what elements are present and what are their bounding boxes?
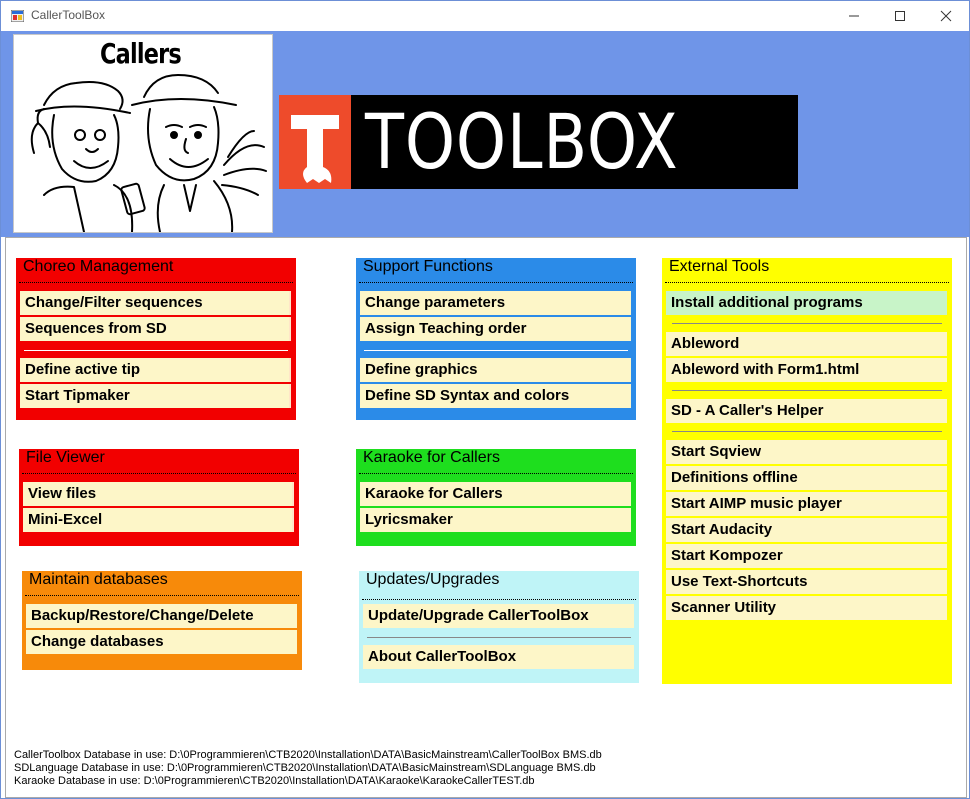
divider: [22, 473, 296, 474]
logo-letter-box: [279, 95, 351, 189]
start-aimp-button[interactable]: Start AIMP music player: [666, 492, 947, 516]
ableword-button[interactable]: Ableword: [666, 332, 947, 356]
sdlanguage-db-status: SDLanguage Database in use: D:\0Programmieren\CTB2020\Installation\DATA\BasicMainstream\SDLanguage BMS.db: [14, 762, 596, 774]
update-upgrade-button[interactable]: Update/Upgrade CallerToolBox: [363, 604, 634, 628]
group-title: External Tools: [669, 258, 770, 275]
start-sqview-button[interactable]: Start Sqview: [666, 440, 947, 464]
start-audacity-button[interactable]: Start Audacity: [666, 518, 947, 542]
logo-text: TOOLBOX: [365, 97, 679, 186]
maximize-button[interactable]: [877, 1, 923, 31]
change-filter-sequences-button[interactable]: Change/Filter sequences: [20, 291, 291, 315]
install-additional-programs-button[interactable]: Install additional programs: [666, 291, 947, 315]
close-icon: [940, 10, 952, 22]
karaoke-for-callers-button[interactable]: Karaoke for Callers: [360, 482, 631, 506]
divider: [359, 282, 633, 283]
callers-image: [13, 34, 273, 233]
define-active-tip-button[interactable]: Define active tip: [20, 358, 291, 382]
title-bar[interactable]: [1, 1, 969, 31]
group-external-tools: [662, 258, 952, 684]
group-file-viewer: [19, 449, 299, 546]
change-databases-button[interactable]: Change databases: [26, 630, 297, 654]
lyricsmaker-button[interactable]: Lyricsmaker: [360, 508, 631, 532]
window-title: CallerToolBox: [31, 8, 106, 22]
start-tipmaker-button[interactable]: Start Tipmaker: [20, 384, 291, 408]
divider: [672, 431, 942, 432]
divider: [364, 350, 628, 351]
group-title: Karaoke for Callers: [363, 449, 500, 466]
divider: [24, 350, 288, 351]
karaoke-db-status: Karaoke Database in use: D:\0Programmieren\CTB2020\Installation\DATA\Karaoke\KaraokeCallerTEST.db: [14, 775, 535, 787]
change-parameters-button[interactable]: Change parameters: [360, 291, 631, 315]
app-icon: [11, 10, 24, 22]
callers-title: Callers: [100, 37, 181, 70]
callers-illustration: [14, 35, 272, 232]
assign-teaching-order-button[interactable]: Assign Teaching order: [360, 317, 631, 341]
group-title: Maintain databases: [29, 571, 168, 588]
ableword-form1-button[interactable]: Ableword with Form1.html: [666, 358, 947, 382]
divider: [672, 323, 942, 324]
main-panel: [5, 237, 967, 798]
use-text-shortcuts-button[interactable]: Use Text-Shortcuts: [666, 570, 947, 594]
header-banner: [1, 31, 969, 237]
hammer-wrench-icon: [279, 95, 351, 189]
about-button[interactable]: About CallerToolBox: [363, 645, 634, 669]
view-files-button[interactable]: View files: [23, 482, 294, 506]
group-karaoke: [356, 449, 636, 546]
callertoolbox-db-status: CallerToolbox Database in use: D:\0Programmieren\CTB2020\Installation\DATA\BasicMainstream\CallerToolBox BMS.db: [14, 749, 602, 761]
sd-callers-helper-button[interactable]: SD - A Caller's Helper: [666, 399, 947, 423]
divider: [362, 599, 636, 600]
definitions-offline-button[interactable]: Definitions offline: [666, 466, 947, 490]
group-maintain-databases: [22, 571, 302, 670]
group-choreo-management: [16, 258, 296, 420]
minimize-icon: [848, 10, 860, 22]
divider: [665, 282, 949, 283]
minimize-button[interactable]: [831, 1, 877, 31]
start-kompozer-button[interactable]: Start Kompozer: [666, 544, 947, 568]
sequences-from-sd-button[interactable]: Sequences from SD: [20, 317, 291, 341]
maximize-icon: [894, 10, 906, 22]
divider: [359, 473, 633, 474]
divider: [367, 637, 631, 638]
group-title: File Viewer: [26, 449, 105, 466]
define-graphics-button[interactable]: Define graphics: [360, 358, 631, 382]
divider: [672, 390, 942, 391]
mini-excel-button[interactable]: Mini-Excel: [23, 508, 294, 532]
close-button[interactable]: [923, 1, 969, 31]
scanner-utility-button[interactable]: Scanner Utility: [666, 596, 947, 620]
group-title: Support Functions: [363, 258, 493, 275]
define-sd-syntax-button[interactable]: Define SD Syntax and colors: [360, 384, 631, 408]
toolbox-logo: [279, 95, 798, 189]
divider: [19, 282, 293, 283]
backup-restore-button[interactable]: Backup/Restore/Change/Delete: [26, 604, 297, 628]
group-support-functions: [356, 258, 636, 420]
group-title: Choreo Management: [23, 258, 174, 275]
group-title: Updates/Upgrades: [366, 571, 500, 588]
group-updates-upgrades: [359, 571, 639, 683]
divider: [25, 595, 299, 596]
